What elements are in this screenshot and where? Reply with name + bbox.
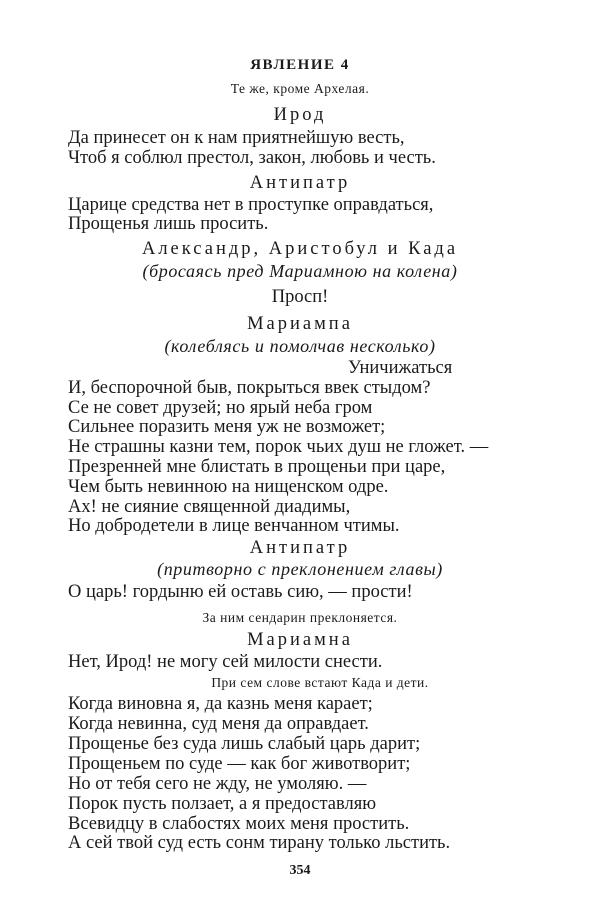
verse-line: Прощеньем по суде — как бог животворит; [68, 754, 411, 774]
speaker-group: Александр, Аристобул и Када [141, 239, 459, 259]
verse-line: Просп! [271, 287, 329, 307]
scene-title: ЯВЛЕНИЕ 4 [250, 57, 350, 73]
stage-note: За ним сендарин преклоняется. [202, 610, 398, 625]
page-number: 354 [289, 863, 311, 878]
stage-direction: (притворно с преклонением главы) [157, 559, 443, 579]
verse-line: А сей твой суд есть сонм тирану только льстить. [68, 833, 451, 853]
verse-line: Чем быть невинною на нищенском одре. [68, 477, 389, 497]
speaker-irod: Ирод [273, 105, 327, 125]
stage-note: При сем слове встают Када и дети. [211, 675, 429, 690]
verse-line: Когда виновна я, да казнь меня карает; [68, 694, 373, 714]
verse-line: Но добродетели в лице венчанном чтимы. [68, 516, 400, 536]
verse-line: Чтоб я соблюл престол, закон, любовь и честь. [68, 148, 436, 168]
scene-note: Те же, кроме Архелая. [230, 81, 370, 96]
verse-line: Но от тебя сего не жду, не умоляю. — [68, 774, 367, 794]
stage-direction: (колеблясь и помолчав несколько) [164, 336, 436, 356]
verse-line: Нет, Ирод! не могу сей милости снести. [68, 652, 383, 672]
verse-line: Царице средства нет в проступке оправдаться, [68, 195, 434, 215]
verse-line: Сильнее поразить меня уж не возможет; [68, 417, 386, 437]
verse-line: Се не совет друзей; но ярый неба гром [68, 398, 373, 418]
verse-line: Прощенье без суда лишь слабый царь дарит; [68, 734, 421, 754]
stage-direction: (бросаясь пред Мариамною на колена) [142, 261, 458, 281]
speaker-antipatr: Антипатр [249, 173, 351, 193]
verse-line: Ах! не сияние священной диадимы, [68, 497, 351, 517]
verse-line: И, беспорочной быв, покрыться ввек стыдом? [68, 378, 431, 398]
verse-line: Когда невинна, суд меня да оправдает. [68, 714, 369, 734]
verse-line: Уничижаться [348, 358, 453, 378]
verse-line: Всевидцу в слабостях моих меня простить. [68, 814, 410, 834]
verse-line: Прощенья лишь просить. [68, 214, 269, 234]
verse-line: Порок пусть ползает, а я предоставляю [68, 794, 377, 814]
speaker-antipatr: Антипатр [249, 538, 351, 558]
verse-line: Да принесет он к нам приятнейшую весть, [68, 128, 405, 148]
speaker-mariamna: Мариампа [247, 314, 353, 334]
verse-line: О царь! гордыню ей оставь сию, — прости! [68, 582, 413, 602]
verse-line: Презренней мне блистать в прощеньи при царе, [68, 457, 446, 477]
speaker-mariamna: Мариамна [247, 630, 353, 650]
verse-line: Не страшны казни тем, порок чьих душ не гложет. — [68, 437, 489, 457]
